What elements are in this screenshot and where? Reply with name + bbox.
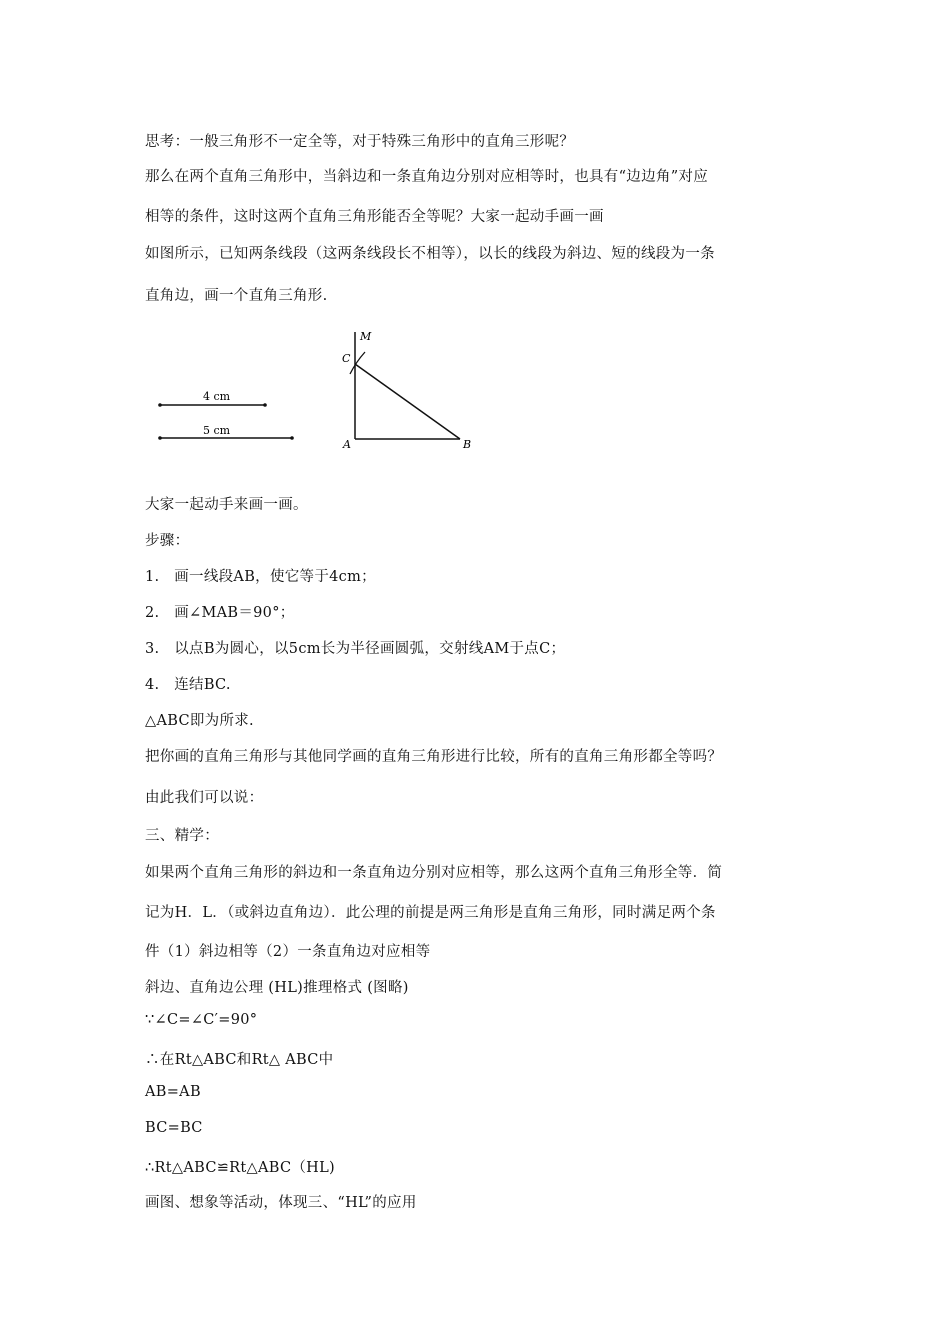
- text-line: 画图、想象等活动，体现三、“HL”的应用: [145, 1195, 417, 1211]
- text-line: 记为H．L．（或斜边直角边）．此公理的前提是两三角形是直角三角形，同时满足两个条: [145, 905, 716, 921]
- text-line: 4. 连结BC.: [145, 677, 231, 693]
- segment-endpoint: [158, 436, 162, 440]
- text-line: ∴在Rt△ABC和Rt△ ABC中: [145, 1052, 334, 1068]
- arc-mark: [350, 352, 365, 374]
- segment-5cm-label: 5 cm: [203, 424, 231, 437]
- point-a-label: A: [343, 438, 351, 451]
- text-line: AB=AB: [145, 1084, 201, 1100]
- text-line: △ABC即为所求.: [145, 713, 254, 729]
- text-line: BC=BC: [145, 1120, 203, 1136]
- triangle-construction-figure: [140, 322, 500, 457]
- text-line: 斜边、直角边公理 (HL)推理格式 (图略): [145, 980, 409, 996]
- section-heading: 三、精学：: [145, 828, 219, 844]
- text-line: 1. 画一线段AB，使它等于4cm；: [145, 569, 376, 585]
- segment-endpoint: [158, 403, 162, 407]
- text-line: 3. 以点B为圆心，以5cm长为半径画圆弧，交射线AM于点C；: [145, 641, 566, 657]
- text-line: ∴Rt△ABC≌Rt△ABC（HL): [145, 1160, 335, 1176]
- text-line: 思考：一般三角形不一定全等，对于特殊三角形中的直角三形呢？: [145, 134, 575, 150]
- segment-endpoint: [290, 436, 294, 440]
- text-line: 相等的条件，这时这两个直角三角形能否全等呢？大家一起动手画一画: [145, 209, 604, 225]
- segment-endpoint: [263, 403, 267, 407]
- text-line: 如图所示，已知两条线段（这两条线段长不相等），以长的线段为斜边、短的线段为一条: [145, 246, 715, 262]
- text-line: 直角边，画一个直角三角形.: [145, 288, 328, 304]
- hypotenuse-bc: [355, 364, 460, 439]
- point-m-label: M: [360, 330, 372, 343]
- text-line: 如果两个直角三角形的斜边和一条直角边分别对应相等，那么这两个直角三角形全等．简: [145, 865, 723, 881]
- point-c-label: C: [342, 352, 351, 365]
- text-line: 把你画的直角三角形与其他同学画的直角三角形进行比较，所有的直角三角形都全等吗？: [145, 749, 723, 765]
- text-line: 件（1）斜边相等（2）一条直角边对应相等: [145, 944, 431, 960]
- segment-4cm-label: 4 cm: [203, 390, 231, 403]
- text-line: 步骤：: [145, 533, 190, 549]
- text-line: 大家一起动手来画一画。: [145, 497, 308, 513]
- text-line: 那么在两个直角三角形中，当斜边和一条直角边分别对应相等时，也具有“边边角”对应: [145, 169, 709, 185]
- text-line: ∵∠C=∠C′=90°: [145, 1012, 258, 1028]
- point-b-label: B: [463, 438, 472, 451]
- text-line: 由此我们可以说：: [145, 790, 264, 806]
- text-line: 2. 画∠MAB＝90°；: [145, 605, 295, 621]
